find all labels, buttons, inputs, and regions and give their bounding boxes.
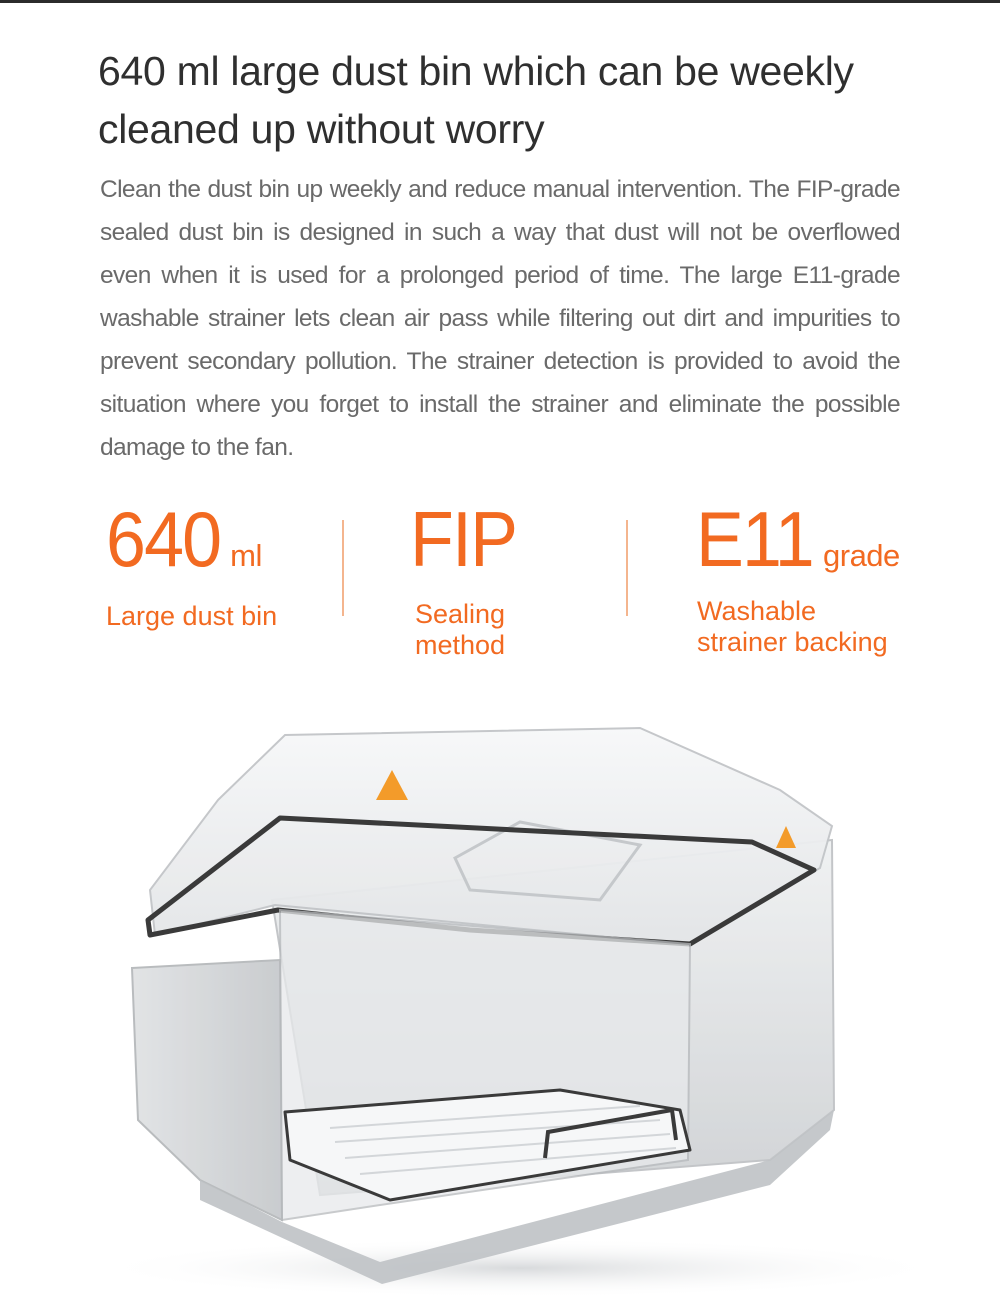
headline: 640 ml large dust bin which can be weekly cleaned up without worry [98, 48, 854, 152]
stat-sealing-value: FIP [410, 495, 517, 583]
stat-strainer-value: E11 [696, 495, 813, 583]
stat-capacity-value: 640 [106, 495, 221, 583]
stat-sealing-label-line: method [415, 630, 506, 660]
stat-divider [626, 520, 628, 616]
stat-strainer-label-line: strainer backing [697, 627, 888, 657]
dust-bin-illustration [0, 660, 1000, 1302]
stat-strainer-unit: grade [823, 538, 900, 573]
stat-divider [342, 520, 344, 616]
bin-front-wall [132, 960, 282, 1220]
description-paragraph: Clean the dust bin up weekly and reduce manual intervention. The FIP-grade sealed dust bin is designed in such a way that dust will not be overflowed even when it is used for a prolonged period of time. The large E11-grade washable strainer lets clean air pass while filtering out dirt and impurities to prevent secondary pollution. The strainer detection is provided to avoid the situation where you forget to install the strainer and eliminate the possible damage to the fan. [100, 176, 900, 461]
stat-sealing-label [415, 599, 505, 661]
stat-strainer-label-line: Washable [697, 596, 817, 626]
stat-strainer-label [697, 596, 888, 658]
stat-sealing-label-line: Sealing [415, 599, 506, 629]
stat-capacity-label [106, 601, 277, 632]
stat-capacity-label-line: Large dust bin [106, 601, 278, 631]
top-divider [0, 0, 1000, 3]
stat-capacity-unit: ml [230, 538, 262, 573]
